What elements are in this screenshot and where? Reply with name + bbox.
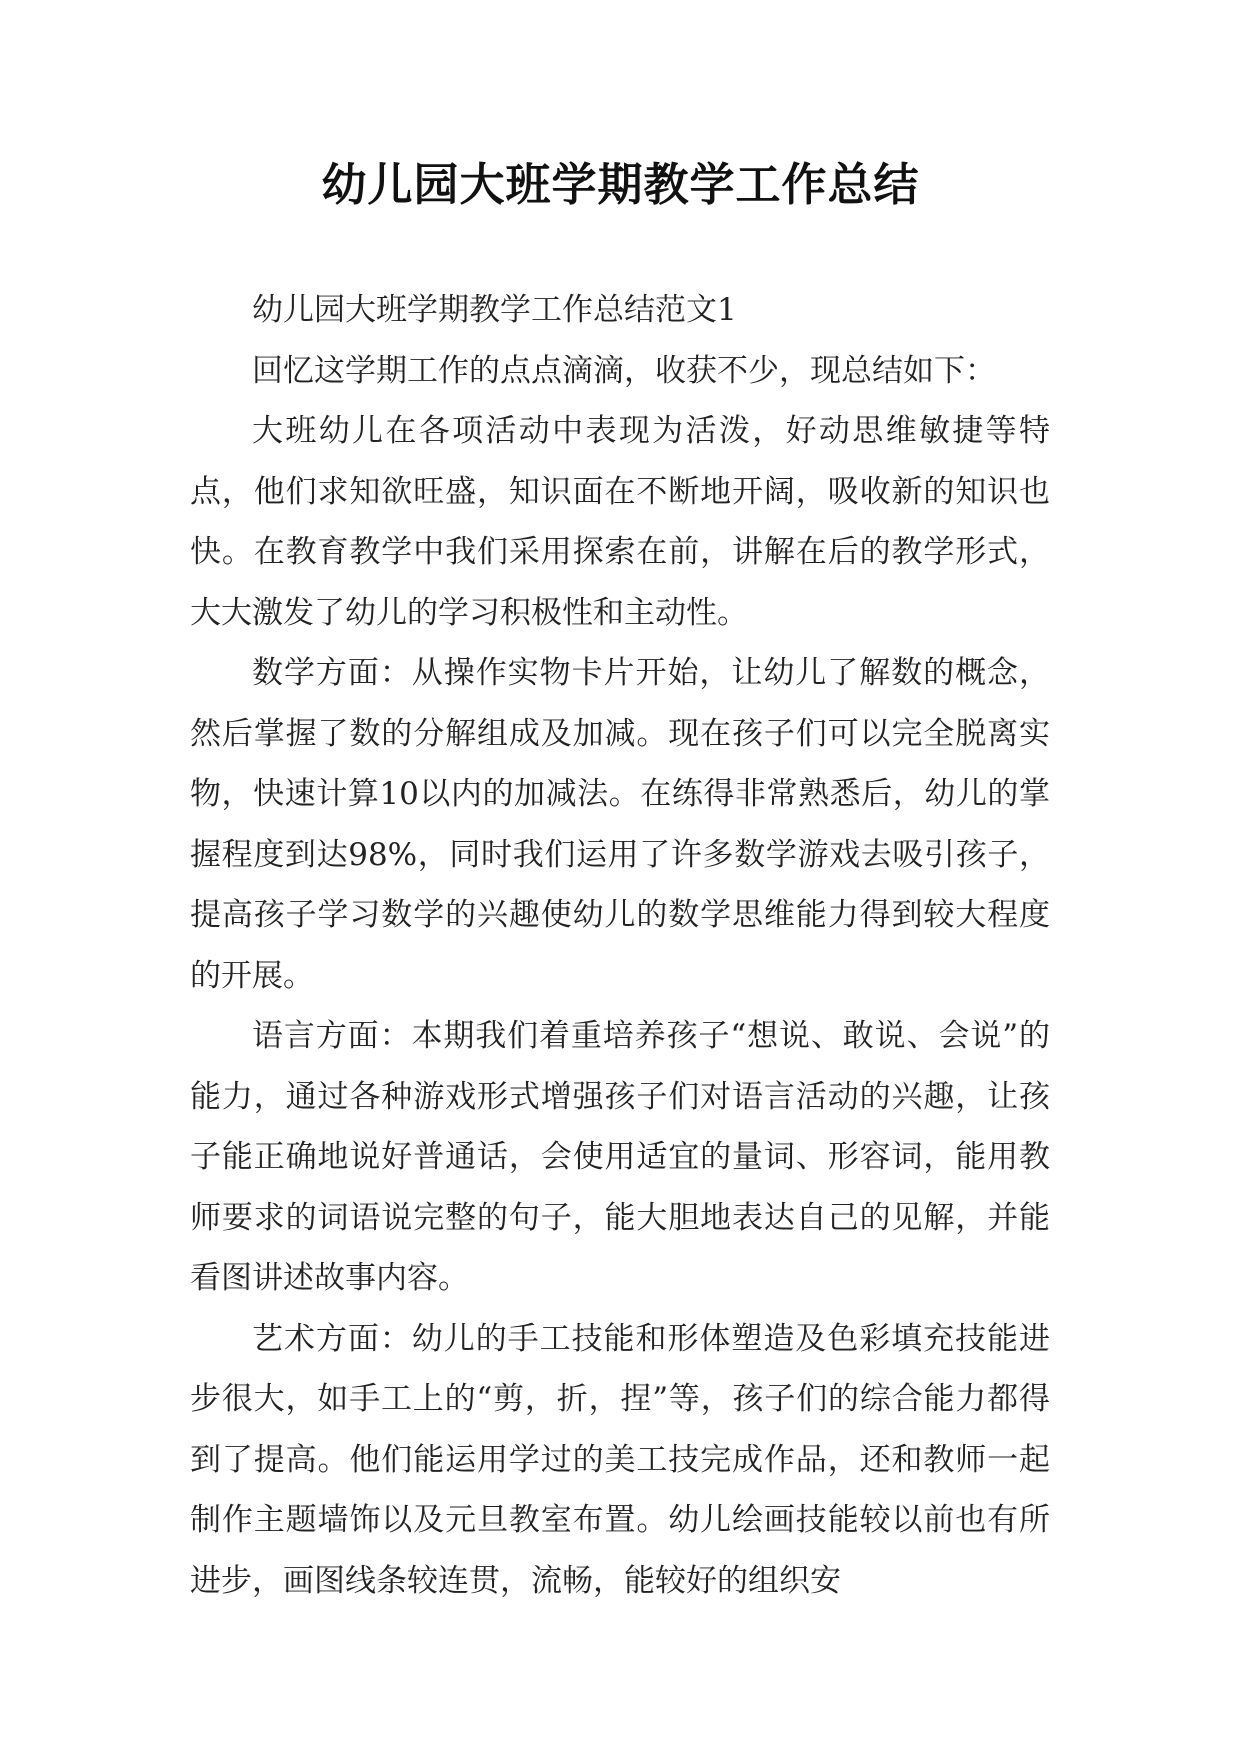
document-body <box>190 280 1050 1611</box>
paragraph-overview: 大班幼儿在各项活动中表现为活泼，好动思维敏捷等特点，他们求知欲旺盛，知识面在不断地开阔，吸收新的知识也快。在教育教学中我们采用探索在前，讲解在后的教学形式，大大激发了幼儿的学习积极性和主动性。 <box>190 413 1050 631</box>
paragraph-art: 艺术方面：幼儿的手工技能和形体塑造及色彩填充技能进步很大，如手工上的“剪，折，捏”等，孩子们的综合能力都得到了提高。他们能运用学过的美工技完成作品，还和教师一起制作主题墙饰以及元旦教室布置。幼儿绘画技能较以前也有所进步，画图线条较连贯，流畅，能较好的组织安 <box>190 1320 1050 1599</box>
paragraph-language: 语言方面：本期我们着重培养孩子“想说、敢说、会说”的能力，通过各种游戏形式增强孩子们对语言活动的兴趣，让孩子能正确地说好普通话，会使用适宜的量词、形容词，能用教师要求的词语说完整的句子，能大胆地表达自己的见解，并能看图讲述故事内容。 <box>190 1018 1050 1296</box>
paragraph-intro: 回忆这学期工作的点点滴滴，收获不少，现总结如下： <box>252 352 996 389</box>
paragraph-math: 数学方面：从操作实物卡片开始，让幼儿了解数的概念，然后掌握了数的分解组成及加减。现在孩子们可以完全脱离实物，快速计算10以内的加减法。在练得非常熟悉后，幼儿的掌握程度到达98%，同时我们运用了许多数学游戏去吸引孩子，提高孩子学习数学的兴趣使幼儿的数学思维能力得到较大程度的开展。 <box>190 655 1050 994</box>
paragraph-subtitle: 幼儿园大班学期教学工作总结范文1 <box>252 292 737 328</box>
document-title: 幼儿园大班学期教学工作总结 <box>321 158 920 211</box>
